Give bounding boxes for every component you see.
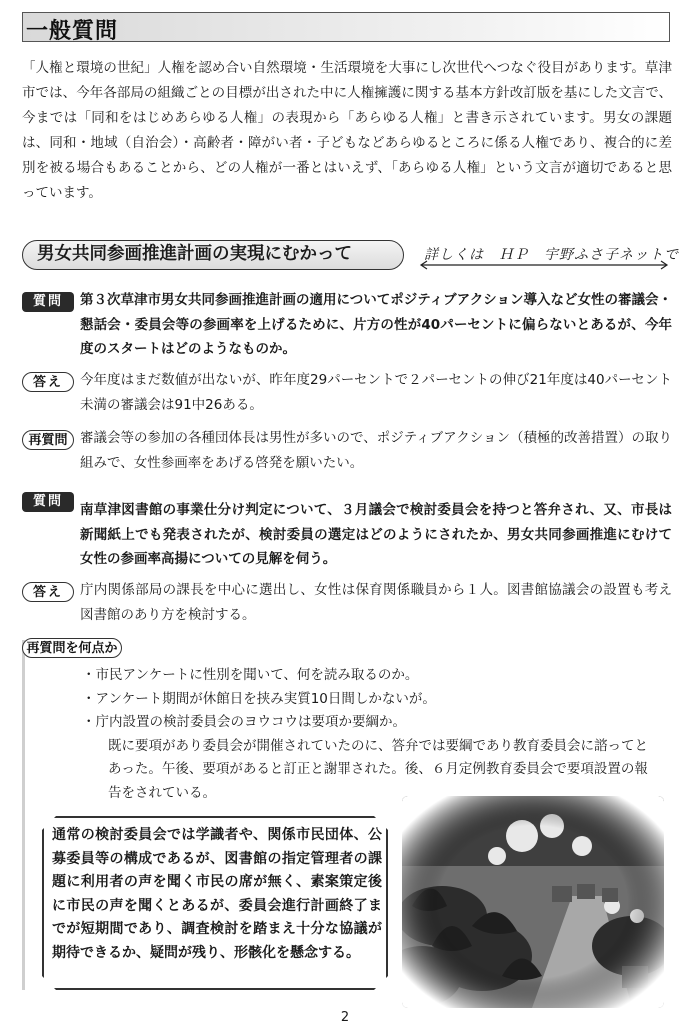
answer-2-text: 庁内関係部局の課長を中心に選出し、女性は保育関係職員から１人。図書館協議会の設置も考え図書館のあり方を検討する。	[80, 582, 672, 623]
requestion-tag: 再質問	[22, 430, 74, 450]
question-2-text: 南草津図書館の事業仕分け判定について、３月議会で検討委員会を持つと答弁され、又、市長は新聞紙上でも発表されたが、検討委員の選定はどのようにされたか、男女共同参画推進にむけて女性の参画率高揚についての見解を伺う。	[80, 502, 672, 567]
section-title: 男女共同参画推進計画の実現にむかって	[22, 240, 404, 270]
question-2	[80, 498, 672, 572]
answer-1-text: 今年度はまだ数値が出ないが、昨年度29パーセントで２パーセントの伸び21年度は40パーセント未満の審議会は91中26ある。	[80, 372, 672, 413]
answer-1	[80, 368, 672, 417]
page-title: 一般質問	[26, 19, 119, 44]
garden-plants-photo	[402, 796, 664, 1008]
question-1-text: 第３次草津市男女共同参画推進計画の適用についてポジティブアクション導入など女性の審議会・懇話会・委員会等の参画率を上げるために、片方の性が40パーセントに偏らないとあるが、今年度のスタートはどのようなものか。	[80, 292, 672, 357]
comment-callout	[52, 824, 382, 965]
answer-tag: 答え	[22, 582, 74, 602]
requestion-bullets	[82, 664, 672, 805]
comment-callout-text: 通常の検討委員会では学識者や、関係市民団体、公募委員等の構成であるが、図書館の指定管理者の課題に利用者の声を聞く市民の席が無く、素案策定後に市民の声を聞くとあるが、委員会進行計画終了までが短期間であり、調査検討を踏まえ十分な協議が期待できるか、疑問が残り、形骸化を懸念する。	[52, 827, 382, 961]
intro-text: 「人権と環境の世紀」人権を認め合い自然環境・生活環境を大事にし次世代へつなぐ役目があります。草津市では、今年各部局の組織ごとの目標が出された中に人権擁護に関する基本方針改訂版を基にした文言で、今までは「同和をはじめあらゆる人権」の表現から「あらゆる人権」と書き示されています。男女の課題は、同和・地域（自治会）・高齢者・障がい者・子どもなどあらゆるところに係る人権であり、複合的に差別を被る場合もあることから、どの人権が一番とはいえず、「あらゆる人権」という文言が適切であると思っています。	[22, 60, 672, 201]
bullet-item: ・庁内設置の検討委員会のヨウコウは要項か要綱か。	[82, 714, 406, 730]
page-number: 2	[340, 1010, 350, 1025]
intro-paragraph	[22, 56, 672, 206]
double-arrow-icon	[418, 260, 670, 270]
answer-tag: 答え	[22, 372, 74, 392]
question-1	[80, 288, 672, 362]
requestion-multi-tag: 再質問を何点か	[22, 638, 122, 658]
bullet-item: ・市民アンケートに性別を聞いて、何を読み取るのか。	[82, 667, 419, 683]
question-tag: 質問	[22, 492, 74, 512]
bullet-item: ・アンケート期間が休館日を挟み実質10日間しかないが。	[82, 690, 436, 707]
requestion-1	[80, 426, 672, 475]
answer-2	[80, 578, 672, 627]
side-divider	[22, 640, 25, 990]
requestion-1-text: 審議会等の参加の各種団体長は男性が多いので、ポジティブアクション（積極的改善措置）の取り組みで、女性参画率をあげる啓発を願いたい。	[80, 430, 672, 471]
hp-note: 詳しくは ＨＰ 宇野ふさ子ネットで	[424, 247, 679, 263]
section-header-bar	[22, 12, 670, 42]
bullet-detail: 既に要項があり委員会が開催されていたのに、答弁では要綱であり教育委員会に諮ってとあった。午後、要項があると訂正と謝罪された。後、６月定例教育委員会で要項設置の報告をされている。	[108, 737, 648, 801]
question-tag: 質問	[22, 292, 74, 312]
